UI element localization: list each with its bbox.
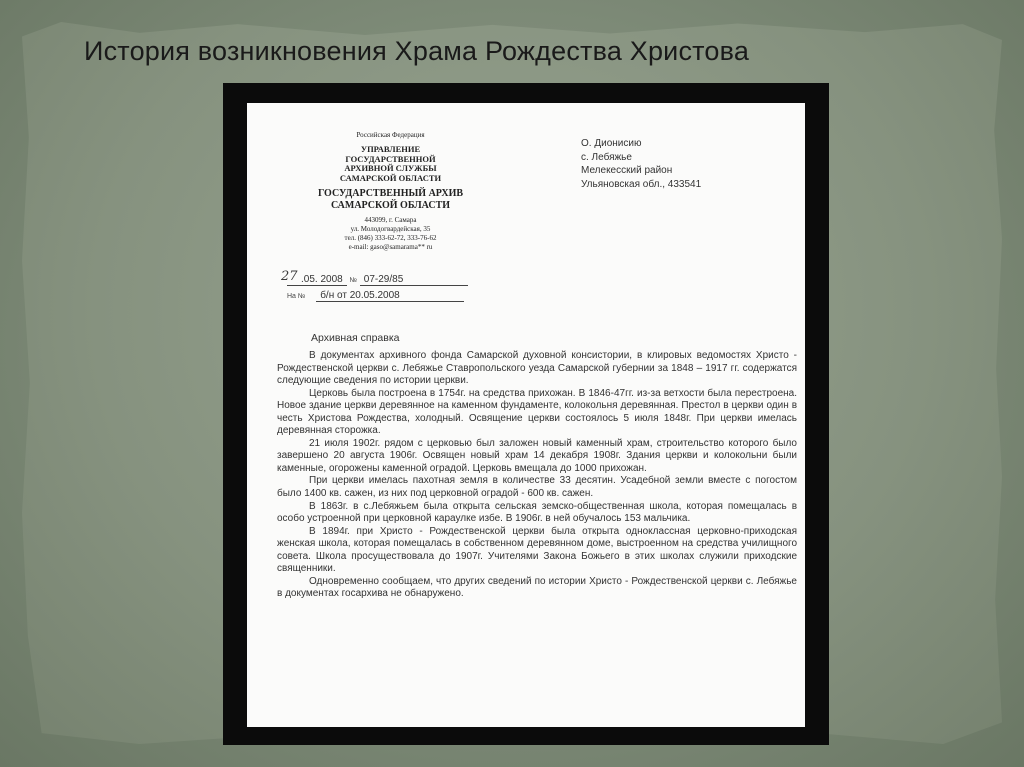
document-reference <box>281 269 468 306</box>
letterhead-country: Российская Федерация <box>356 131 425 139</box>
letterhead-archive-name: ГОСУДАРСТВЕННЫЙ АРХИВ <box>317 188 464 199</box>
sender-letterhead <box>293 131 488 252</box>
letterhead-address: 443099, г. Самара <box>364 216 417 224</box>
letterhead-line: УПРАВЛЕНИЕ <box>360 144 421 154</box>
handwritten-day: 27 <box>281 269 298 284</box>
reference-incoming-row <box>287 290 468 306</box>
letterhead-email: e-mail: gaso@samarama** ru <box>348 243 433 251</box>
archive-document-page <box>247 103 805 727</box>
body-paragraph: При церкви имелась пахотная земля в количестве 33 десятин. Усадебной земли вместе с погостом было 1400 кв. сажен, из них под церковной оградой - 600 кв. сажен. <box>277 475 797 500</box>
number-label: № <box>349 277 358 284</box>
incoming-label: На № <box>287 293 306 300</box>
letterhead-line: САМАРСКОЙ ОБЛАСТИ <box>339 172 442 183</box>
incoming-reference: б/н от 20.05.2008 <box>316 290 464 302</box>
body-paragraph: Одновременно сообщаем, что других сведений по истории Христо - Рождественской церкви с. Лебяжье в документах госархива не обнаружено. <box>277 575 797 600</box>
letterhead-archive-name: САМАРСКОЙ ОБЛАСТИ <box>330 199 451 211</box>
letterhead-address: ул. Молодогвардейская, 35 <box>350 225 431 233</box>
recipient-name: О. Дионисию <box>581 138 642 149</box>
reference-date: .05. 2008 <box>287 274 347 286</box>
slide-title: История возникновения Храма Рождества Христова <box>84 36 750 66</box>
document-heading: Архивная справка <box>311 332 400 344</box>
letterhead-line: ГОСУДАРСТВЕННОЙ <box>345 153 436 164</box>
body-paragraph: В 1894г. при Христо - Рождественской церкви была открыта одноклассная церковно-приходская женская школа, которая помещалась в собственном деревянном доме, выстроенном на средства училищного совета. Школа просуществовала до 1907г. Учителями Закона Божьего в этих школах служили приходские священники. <box>277 525 797 575</box>
recipient-address <box>581 137 701 191</box>
recipient-village: с. Лебяжье <box>581 151 632 163</box>
letterhead-phone: тел. (846) 333-62-72, 333-76-62 <box>344 234 437 242</box>
body-paragraph: В 1863г. в с.Лебяжьем была открыта сельская земско-общественная школа, которая помещалась в особо устроенной при церковной караулке избе. В 1906г. в ней обучалось 153 мальчика. <box>277 500 797 525</box>
reference-date-row <box>281 269 468 290</box>
body-paragraph: В документах архивного фонда Самарской духовной консистории, в клировых ведомостях Христо - Рождественской церкви с. Лебяжье Ставропольского уезда Самарской губернии за 1848 – 1917 гг. содержатся следующие сведения по истории церкви. <box>277 350 797 387</box>
reference-number: 07-29/85 <box>360 274 468 286</box>
letterhead-line: АРХИВНОЙ СЛУЖБЫ <box>344 163 437 173</box>
recipient-district: Мелекесский район <box>581 165 673 176</box>
document-body <box>277 350 797 601</box>
body-paragraph: Церковь была построена в 1754г. на средства прихожан. В 1846-47гг. из-за ветхости была перестроена. Новое здание церкви деревянное на каменном фундаменте, колокольня деревянная. Престол в церкви один в честь Христова Рождества, холодный. Освящение церкви состоялось 5 июля 1848г. При церкви имелась деревянная сторожка. <box>277 387 797 437</box>
recipient-region: Ульяновская обл., 433541 <box>581 178 702 190</box>
body-paragraph: 21 июля 1902г. рядом с церковью был заложен новый каменный храм, строительство которого было завершено 20 августа 1906г. Освящен новый храм 14 декабря 1908г. Здания церкви и колокольни были каменные, огорожены каменной оградой. Церковь вмещала до 1000 прихожан. <box>277 437 797 474</box>
scanned-document-frame <box>223 83 829 745</box>
